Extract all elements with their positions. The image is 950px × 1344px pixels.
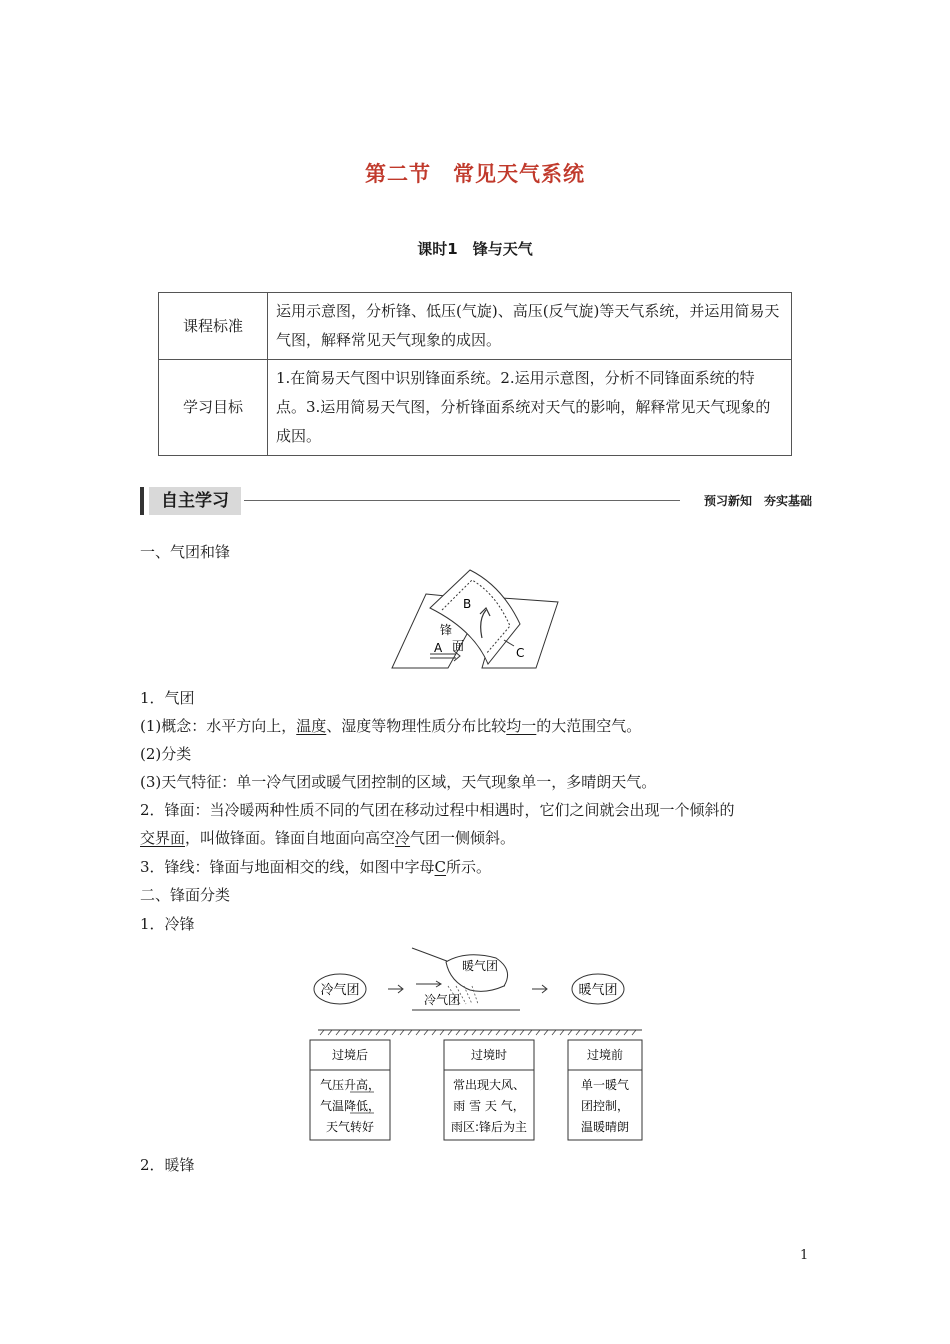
label-front-1: 锋 <box>440 623 453 637</box>
box-line: 雨区:锋后为主 <box>450 1120 528 1134</box>
box-line: 单一暖气 <box>580 1078 630 1092</box>
text-span: (1)概念：水平方向上， <box>140 717 297 735</box>
item-air-mass: 1．气团 <box>140 689 195 707</box>
cold-mass-label: 冷气团 <box>320 983 360 998</box>
cold-mass-label-mid: 冷气团 <box>423 993 461 1007</box>
label-c: C <box>516 646 525 660</box>
banner-divider <box>244 500 680 501</box>
air-mass-classification: (2)分类 <box>140 745 192 763</box>
front-definition-cont <box>140 828 515 848</box>
hatching <box>320 1030 636 1035</box>
box-line: 气压升高， <box>319 1078 381 1092</box>
text-span: 气团一侧倾斜。 <box>410 829 516 847</box>
front-line <box>140 857 491 877</box>
lesson-subtitle: 课时1 锋与天气 <box>417 240 533 258</box>
section-banner <box>140 485 812 517</box>
air-mass-concept <box>140 716 641 736</box>
text-span: ，叫做锋面。锋面自地面向高空 <box>185 829 396 847</box>
box-line: 常出现大风、 <box>452 1078 526 1092</box>
table-cell-body: 1.在简易天气图中识别锋面系统。2.运用示意图，分析不同锋面系统的特点。3.运用简易天气图，分析锋面系统对天气的影响，解释常见天气现象的成因。 <box>268 360 792 456</box>
box-line: 团控制， <box>580 1099 630 1113</box>
answer-blank: 均一 <box>506 717 537 735</box>
arrow-right-icon <box>532 985 547 993</box>
air-mass-weather: (3)天气特征：单一冷气团或暖气团控制的区域，天气现象单一，多晴朗天气。 <box>140 773 657 791</box>
label-a: A <box>434 641 443 655</box>
table-row <box>159 293 792 360</box>
table-cell-body: 运用示意图，分析锋、低压(气旋)、高压(反气旋)等天气系统，并运用简易天气图，解释常见天气现象的成因。 <box>268 293 792 360</box>
box-head: 过境后 <box>331 1048 369 1062</box>
cold-front-diagram <box>300 942 650 1146</box>
standards-table <box>158 292 792 456</box>
section-heading-2: 二、锋面分类 <box>140 886 231 904</box>
box-line: 天气转好 <box>325 1120 375 1134</box>
label-front-2: 面 <box>452 639 465 653</box>
page-number: 1 <box>800 1248 809 1263</box>
text-span: 3．锋线：锋面与地面相交的线，如图中字母 <box>140 858 435 876</box>
cold-front-heading: 1．冷锋 <box>140 915 195 933</box>
answer-blank: 冷 <box>395 829 411 847</box>
answer-blank: 温度 <box>296 717 327 735</box>
answer-blank: C <box>434 858 447 876</box>
box-head: 过境前 <box>586 1048 624 1062</box>
warm-front-heading: 2．暖锋 <box>140 1156 195 1174</box>
front-surface <box>430 570 520 664</box>
answer-blank: 交界面 <box>140 829 186 847</box>
box-line: 温暖晴朗 <box>580 1120 630 1134</box>
banner-label: 自主学习 <box>149 487 241 515</box>
arrow-right-icon <box>416 981 441 987</box>
warm-mass-label: 暖气团 <box>578 983 618 998</box>
page-title: 第二节 常见天气系统 <box>365 162 585 186</box>
table-cell-head: 课程标准 <box>159 293 268 360</box>
front-diagram <box>390 568 562 672</box>
banner-right-text: 预习新知 夯实基础 <box>703 494 812 508</box>
front-definition: 2．锋面：当冷暖两种性质不同的气团在移动过程中相遇时，它们之间就会出现一个倾斜的 <box>140 801 735 819</box>
text-span: 的大范围空气。 <box>536 717 642 735</box>
table-row <box>159 360 792 456</box>
box-line: 气温降低， <box>319 1099 381 1113</box>
section-heading-1: 一、气团和锋 <box>140 543 231 561</box>
banner-bar <box>140 487 144 515</box>
pointer-line-c <box>504 640 514 646</box>
warm-mass-label-mid: 暖气团 <box>461 959 499 973</box>
label-b: B <box>463 597 472 611</box>
box-head: 过境时 <box>470 1048 508 1062</box>
table-cell-head: 学习目标 <box>159 360 268 456</box>
box-line: 雨 雪 天 气， <box>453 1099 525 1113</box>
arrow-right-icon <box>388 985 403 993</box>
text-span: 所示。 <box>446 858 492 876</box>
text-span: 、湿度等物理性质分布比较 <box>326 717 507 735</box>
